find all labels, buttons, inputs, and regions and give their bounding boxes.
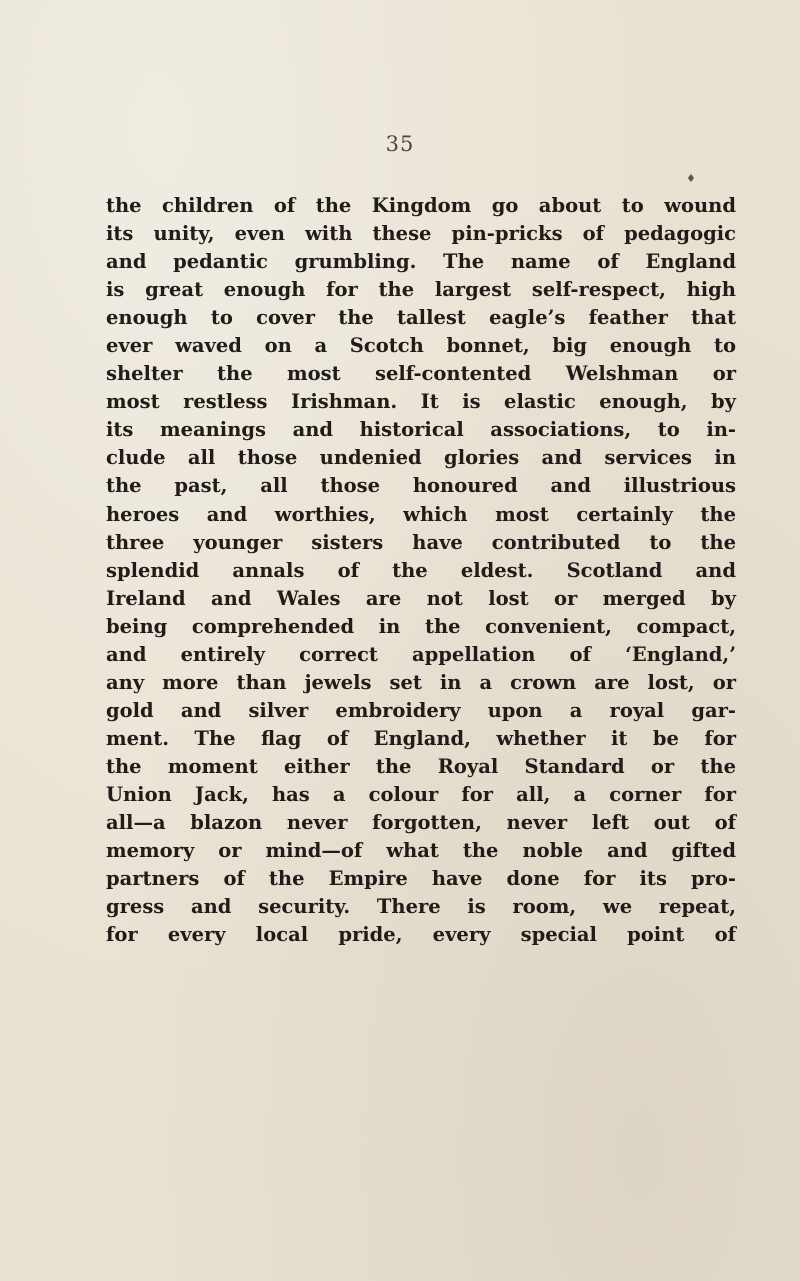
text-line: and pedantic grumbling. The name of England [106,250,736,274]
text-line: Union Jack, has a colour for all, a corner for [106,782,736,806]
text-line: is great enough for the largest self-respect, high [106,278,736,302]
text-line: the children of the Kingdom go about to wound [106,194,736,217]
text-line: all—a blazon never forgotten, never left out of [106,811,736,835]
page-number: 35 [385,132,415,156]
text-line: partners of the Empire have done for its pro- [106,867,736,891]
text-line: gress and security. There is room, we repeat, [106,895,736,919]
text-line: most restless Irishman. It is elastic enough, by [106,390,736,414]
text-line: heroes and worthies, which most certainly the [106,502,736,526]
text-line: ment. The flag of England, whether it be for [106,726,736,750]
text-line: being comprehended in the convenient, compact, [106,614,736,638]
text-line: the past, all those honoured and illustrious [106,474,736,498]
text-line: three younger sisters have contributed to the [106,530,736,554]
text-line: clude all those undenied glories and services in [106,446,736,470]
text-line: memory or mind—of what the noble and gifted [106,839,736,863]
text-line: and entirely correct appellation of ‘England,’ [106,642,736,666]
text-line: the moment either the Royal Standard or the [106,754,736,778]
text-line: splendid annals of the eldest. Scotland and [106,558,736,582]
text-line: for every local pride, every special point of [106,923,736,947]
text-line: ever waved on a Scotch bonnet, big enough to [106,334,736,358]
text-line: gold and silver embroidery upon a royal gar- [106,698,736,722]
body-paragraph [106,192,736,949]
text-line: its unity, even with these pin-pricks of pedagogic [106,222,736,246]
margin-mark: ♦ [686,172,696,185]
text-line: shelter the most self-contented Welshman or [106,362,736,386]
text-line: enough to cover the tallest eagle’s feather that [106,306,736,330]
text-line: any more than jewels set in a crown are lost, or [106,670,736,694]
text-line: Ireland and Wales are not lost or merged by [106,586,736,610]
text-line: its meanings and historical associations, to in- [106,418,736,442]
